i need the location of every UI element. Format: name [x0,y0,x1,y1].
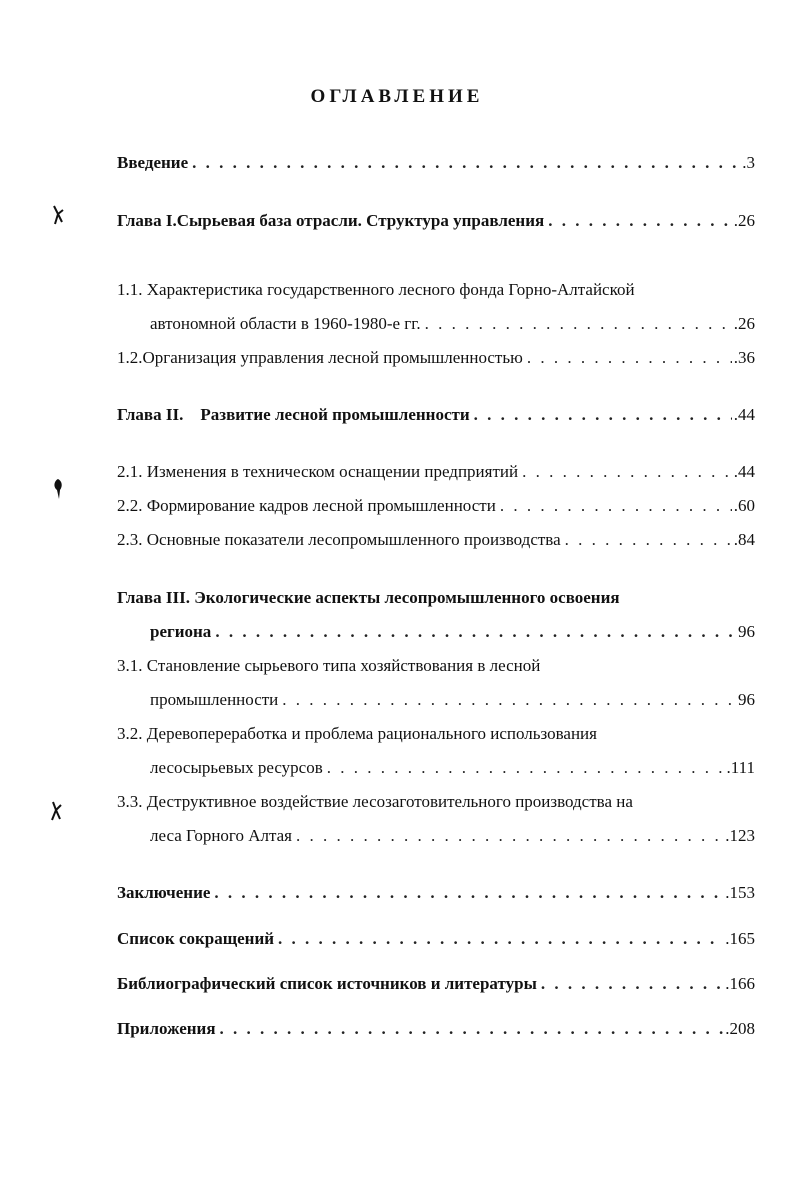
dot-leader [210,882,723,904]
dot-leader [496,495,732,517]
toc-entry-page: .26 [733,211,755,230]
dot-leader [274,928,723,950]
margin-mark [50,800,62,822]
toc-entry-page: .84 [733,530,755,549]
toc-entry-page: .60 [733,496,755,515]
toc-entry-introduction [117,152,755,174]
toc-entry-label: 2.1. Изменения в техническом оснащении предприятий [117,462,519,481]
dot-leader [561,529,732,551]
toc-entry-page: .26 [733,314,755,333]
page-title: ОГЛАВЛЕНИЕ [310,86,484,107]
dot-leader [470,404,732,426]
dot-leader [518,461,732,483]
toc-entry-section-3-2-cont [150,757,755,779]
toc-entry-chapter-3-cont [150,621,755,643]
toc-entry-label: 2.3. Основные показатели лесопромышленного производства [117,530,561,549]
toc-entry-section-1-2 [117,347,755,369]
toc-entry-page: .36 [733,348,755,367]
dot-leader [211,621,736,643]
toc-entry-label: 3.1. Становление сырьевого типа хозяйствования в лесной [117,656,541,675]
toc-entry-label: 1.1. Характеристика государственного лесного фонда Горно-Алтайской [117,280,635,299]
toc-entry-label: Глава III. Экологические аспекты лесопромышленного освоения [117,588,620,607]
toc-entry-page: 96 [738,690,755,709]
dot-leader [292,825,723,847]
toc-entry-label: 3.2. Деревопереработка и проблема рационального использования [117,724,597,743]
dot-leader [537,973,723,995]
toc-entry-label: региона [150,622,212,641]
toc-entry-bibliography [117,973,755,995]
toc-entry-appendices [117,1018,755,1040]
toc-entry-chapter-1 [117,210,755,232]
dot-leader [523,347,732,369]
dot-leader [278,689,736,711]
toc-entry-section-3-2 [117,723,755,745]
dot-leader [421,313,732,335]
toc-entry-label: автономной области в 1960-1980-е гг. [150,314,421,333]
toc-entry-page: .208 [725,1019,755,1038]
toc-entry-label: 2.2. Формирование кадров лесной промышленности [117,496,496,515]
dot-leader [323,757,725,779]
toc-entry-label: Список сокращений [117,929,275,948]
toc-entry-section-3-3 [117,791,755,813]
toc-entry-label: леса Горного Алтая [150,826,292,845]
toc-entry-label: Заключение [117,883,211,902]
toc-entry-section-2-2 [117,495,755,517]
toc-entry-conclusion [117,882,755,904]
margin-mark [52,478,64,500]
toc-entry-page: .123 [725,826,755,845]
toc-entry-section-3-3-cont [150,825,755,847]
toc-entry-label: Введение [117,153,189,172]
toc-entry-section-1-1 [117,279,755,301]
toc-entry-section-1-1-cont [150,313,755,335]
toc-entry-label: промышленности [150,690,279,709]
toc-entry-section-2-3 [117,529,755,551]
margin-mark [52,204,64,226]
toc-entry-page: .3 [742,153,755,172]
toc-entry-page: 96 [738,622,755,641]
dot-leader [544,210,732,232]
toc-entry-page: .111 [726,758,755,777]
toc-entry-page: .44 [733,405,755,424]
toc-entry-page: .166 [725,974,755,993]
toc-entry-chapter-3 [117,587,755,609]
toc-entry-label: лесосырьевых ресурсов [150,758,323,777]
toc-entry-chapter-2 [117,404,755,426]
toc-entry-page: .165 [725,929,755,948]
toc-entry-section-3-1 [117,655,755,677]
toc-entry-label: Библиографический список источников и литературы [117,974,537,993]
toc-entry-label: 1.2.Организация управления лесной промышленностью [117,348,523,367]
toc-entry-label: Приложения [117,1019,216,1038]
toc-entry-label: Глава I.Сырьевая база отрасли. Структура управления [117,211,545,230]
toc-entry-label: Глава II. Развитие лесной промышленности [117,405,470,424]
toc-entry-abbreviations [117,928,755,950]
toc-entry-section-2-1 [117,461,755,483]
toc-entry-page: .44 [733,462,755,481]
toc-entry-label: 3.3. Деструктивное воздействие лесозаготовительного производства на [117,792,633,811]
dot-leader [188,152,740,174]
toc-entry-section-3-1-cont [150,689,755,711]
toc-entry-page: .153 [725,883,755,902]
dot-leader [216,1018,724,1040]
